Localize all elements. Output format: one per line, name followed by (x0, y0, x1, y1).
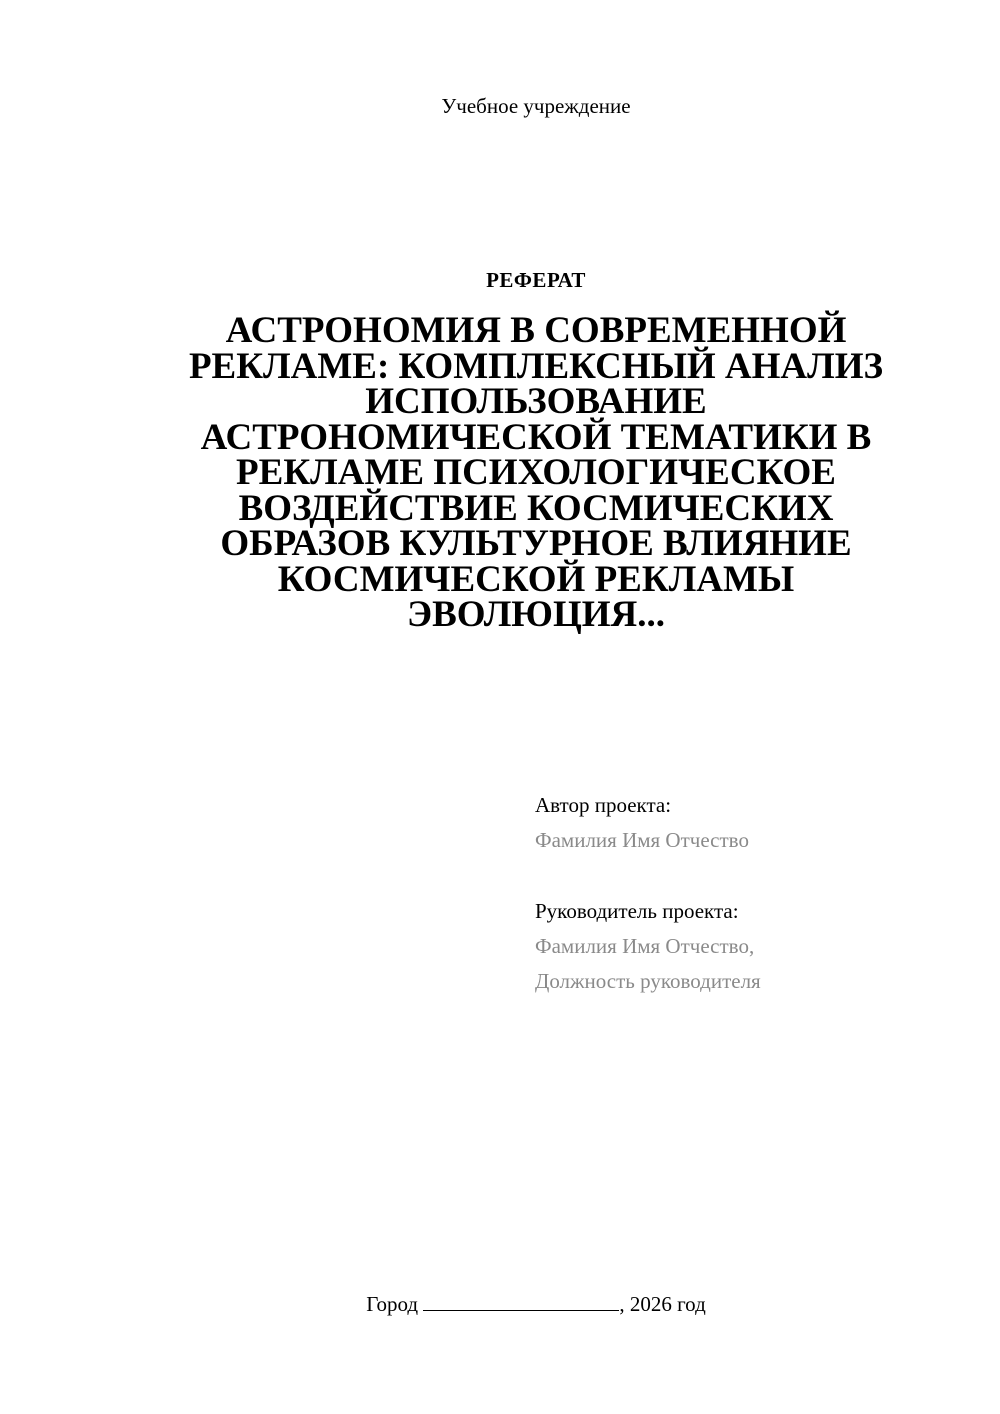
supervisor-label: Руководитель проекта: (535, 899, 739, 923)
signature-block (535, 788, 955, 999)
city-label: Город (366, 1292, 419, 1316)
document-title: АСТРОНОМИЯ В СОВРЕМЕННОЙ РЕКЛАМЕ: КОМПЛЕКСНЫЙ АНАЛИЗ ИСПОЛЬЗОВАНИЕ АСТРОНОМИЧЕСКОЙ ТЕМАТИКИ В РЕКЛАМЕ ПСИХОЛОГИЧЕСКОЕ ВОЗДЕЙСТВИЕ КОСМИЧЕСКИХ ОБРАЗОВ КУЛЬТУРНОЕ ВЛИЯНИЕ КОСМИЧЕСКОЙ РЕКЛАМЫ ЭВОЛЮЦИЯ... (188, 310, 884, 635)
city-blank-line (423, 1290, 619, 1311)
footer-city-year (0, 1290, 1000, 1318)
institution-name: Учебное учреждение (441, 94, 631, 118)
author-label: Автор проекта: (535, 793, 672, 817)
supervisor-position: Должность руководителя (535, 969, 761, 993)
year-text: , 2026 год (619, 1292, 706, 1316)
document-type: РЕФЕРАТ (486, 268, 586, 292)
supervisor-name: Фамилия Имя Отчество, (535, 934, 755, 958)
signature-spacer (535, 858, 955, 894)
author-name: Фамилия Имя Отчество (535, 828, 749, 852)
